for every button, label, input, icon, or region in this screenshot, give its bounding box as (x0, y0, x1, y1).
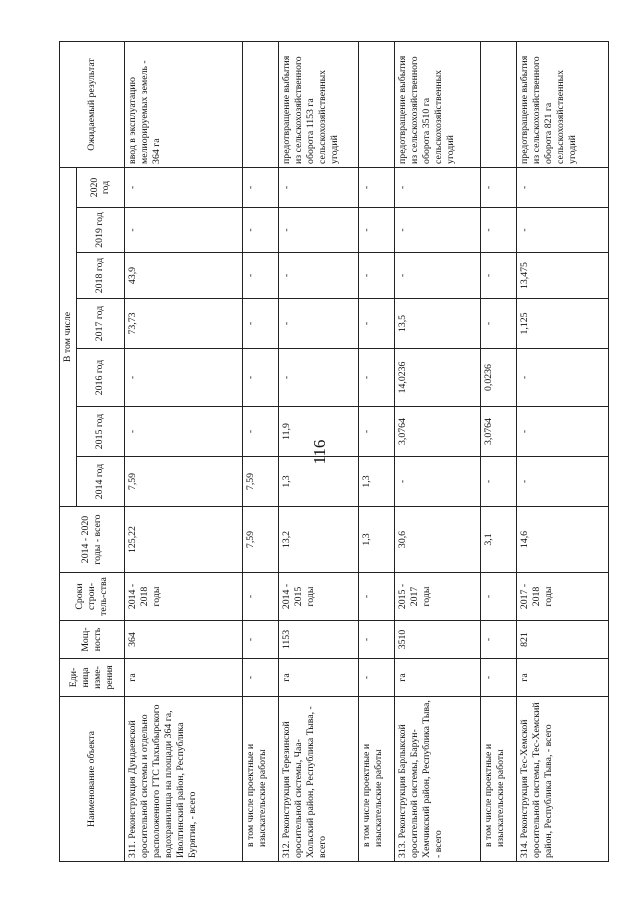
cell-result: предотвращение выбытия из сельскохозяйственного оборота 3510 га сельскохозяйственных угодий (394, 41, 480, 167)
header-2015: 2015 год (76, 407, 124, 457)
cell-y2016: - (278, 349, 358, 407)
cell-y2019: - (480, 208, 516, 253)
cell-y2015: - (516, 407, 608, 457)
cell-y2020: - (124, 167, 242, 207)
cell-result: ввод в эксплуатацию мелиорируемых земель - 364 га (124, 41, 242, 167)
cell-unit: га (124, 659, 242, 697)
cell-name: в том числе проектные и изыскательские работы (358, 697, 394, 862)
cell-y2018: - (480, 253, 516, 299)
cell-y2014: 7,59 (124, 457, 242, 507)
cell-y2020: - (480, 167, 516, 207)
construction-table (59, 41, 609, 862)
cell-y2020: - (516, 167, 608, 207)
cell-y2018: 13,475 (516, 253, 608, 299)
cell-result (358, 41, 394, 167)
cell-y2017: - (358, 299, 394, 349)
cell-y2014: 1,3 (358, 457, 394, 507)
cell-y2015: - (124, 407, 242, 457)
table-row (124, 41, 242, 861)
cell-result: предотвращение выбытия из сельскохозяйственного оборота 821 га сельскохозяйственных угодий (516, 41, 608, 167)
cell-unit: - (480, 659, 516, 697)
cell-y2019: - (124, 208, 242, 253)
cell-name: 311. Реконструкция Дундаевской оросительной системы и отдельно расположенного ГТС Тыхыбырского водохранилища на площади 364 га, Иволгинский район, Республика Бурятия, - всего (124, 697, 242, 862)
cell-total: 30,6 (394, 507, 480, 573)
cell-y2018: 43,9 (124, 253, 242, 299)
cell-y2019: - (516, 208, 608, 253)
cell-y2015: - (242, 407, 278, 457)
cell-y2014: 7,59 (242, 457, 278, 507)
cell-y2019: - (242, 208, 278, 253)
cell-y2016: 14,0236 (394, 349, 480, 407)
cell-y2014: - (516, 457, 608, 507)
cell-y2014: - (394, 457, 480, 507)
header-2019: 2019 год (76, 208, 124, 253)
header-incl: В том числе (60, 167, 77, 506)
cell-total: 3,1 (480, 507, 516, 573)
cell-y2016: - (124, 349, 242, 407)
cell-y2017: 13,5 (394, 299, 480, 349)
cell-capacity: 1153 (278, 621, 358, 659)
cell-unit: га (394, 659, 480, 697)
cell-name: 314. Реконструкция Тес-Хемской оросительной системы, Тес-Хемский район, Республика Тыва, - всего (516, 697, 608, 862)
cell-terms: 2015 - 2017 годы (394, 573, 480, 621)
cell-terms: - (480, 573, 516, 621)
header-name: Наименование объекта (60, 697, 125, 862)
cell-y2020: - (358, 167, 394, 207)
table-row (358, 41, 394, 861)
cell-y2014: 1,3 (278, 457, 358, 507)
cell-y2015: 3,0764 (394, 407, 480, 457)
cell-y2017: - (480, 299, 516, 349)
cell-result (242, 41, 278, 167)
cell-capacity: 364 (124, 621, 242, 659)
cell-unit: - (358, 659, 394, 697)
header-total: 2014 - 2020 годы - всего (60, 507, 125, 573)
cell-terms: 2017 - 2018 годы (516, 573, 608, 621)
rotated-table-container (59, 42, 619, 862)
cell-y2017: - (278, 299, 358, 349)
header-terms: Сроки строи-тель-ства (60, 573, 125, 621)
cell-total: 13,2 (278, 507, 358, 573)
cell-y2015: 11,9 (278, 407, 358, 457)
cell-y2015: 3,0764 (480, 407, 516, 457)
cell-unit: га (278, 659, 358, 697)
header-result: Ожидаемый результат (60, 41, 125, 167)
table-body (124, 41, 608, 861)
header-2014: 2014 год (76, 457, 124, 507)
cell-name: в том числе проектные и изыскательские работы (480, 697, 516, 862)
header-2017: 2017 год (76, 299, 124, 349)
cell-y2016: 0,0236 (480, 349, 516, 407)
cell-y2018: - (358, 253, 394, 299)
cell-y2018: - (278, 253, 358, 299)
cell-total: 1,3 (358, 507, 394, 573)
table-row (480, 41, 516, 861)
cell-name: 312. Реконструкция Терезинской оросительной системы, Чаа-Хольский район, Республика Тыва, - всего (278, 697, 358, 862)
cell-y2020: - (394, 167, 480, 207)
header-capacity: Мощ-ность (60, 621, 125, 659)
table-row (516, 41, 608, 861)
cell-capacity: - (242, 621, 278, 659)
cell-name: в том числе проектные и изыскательские работы (242, 697, 278, 862)
cell-y2018: - (242, 253, 278, 299)
cell-terms: 2014 - 2018 годы (124, 573, 242, 621)
header-2020: 2020 год (76, 167, 124, 207)
page-number: 116 (310, 439, 329, 465)
cell-y2019: - (358, 208, 394, 253)
cell-capacity: 821 (516, 621, 608, 659)
cell-result (480, 41, 516, 167)
cell-capacity: 3510 (394, 621, 480, 659)
cell-y2019: - (278, 208, 358, 253)
table-row (278, 41, 358, 861)
header-2018: 2018 год (76, 253, 124, 299)
header-unit: Еди-ница изме-рения (60, 659, 125, 697)
cell-capacity: - (358, 621, 394, 659)
cell-y2016: - (242, 349, 278, 407)
header-2016: 2016 год (76, 349, 124, 407)
cell-y2017: 73,73 (124, 299, 242, 349)
cell-terms: - (242, 573, 278, 621)
cell-y2016: - (358, 349, 394, 407)
cell-y2017: - (242, 299, 278, 349)
cell-unit: - (242, 659, 278, 697)
cell-y2015: - (358, 407, 394, 457)
cell-y2019: - (394, 208, 480, 253)
cell-y2020: - (242, 167, 278, 207)
cell-capacity: - (480, 621, 516, 659)
cell-y2016: - (516, 349, 608, 407)
cell-unit: га (516, 659, 608, 697)
cell-total: 125,22 (124, 507, 242, 573)
cell-terms: 2014 - 2015 годы (278, 573, 358, 621)
table-row (242, 41, 278, 861)
cell-y2018: - (394, 253, 480, 299)
cell-y2020: - (278, 167, 358, 207)
cell-y2017: 1,125 (516, 299, 608, 349)
cell-result: предотвращение выбытия из сельскохозяйственного оборота 1153 га сельскохозяйственных угодий (278, 41, 358, 167)
cell-total: 14,6 (516, 507, 608, 573)
cell-terms: - (358, 573, 394, 621)
cell-y2014: - (480, 457, 516, 507)
table-row (394, 41, 480, 861)
cell-name: 313. Реконструкция Барлыкской оросительной системы, Барун-Хемчикский район, Республика Тыва, - всего (394, 697, 480, 862)
cell-total: 7,59 (242, 507, 278, 573)
